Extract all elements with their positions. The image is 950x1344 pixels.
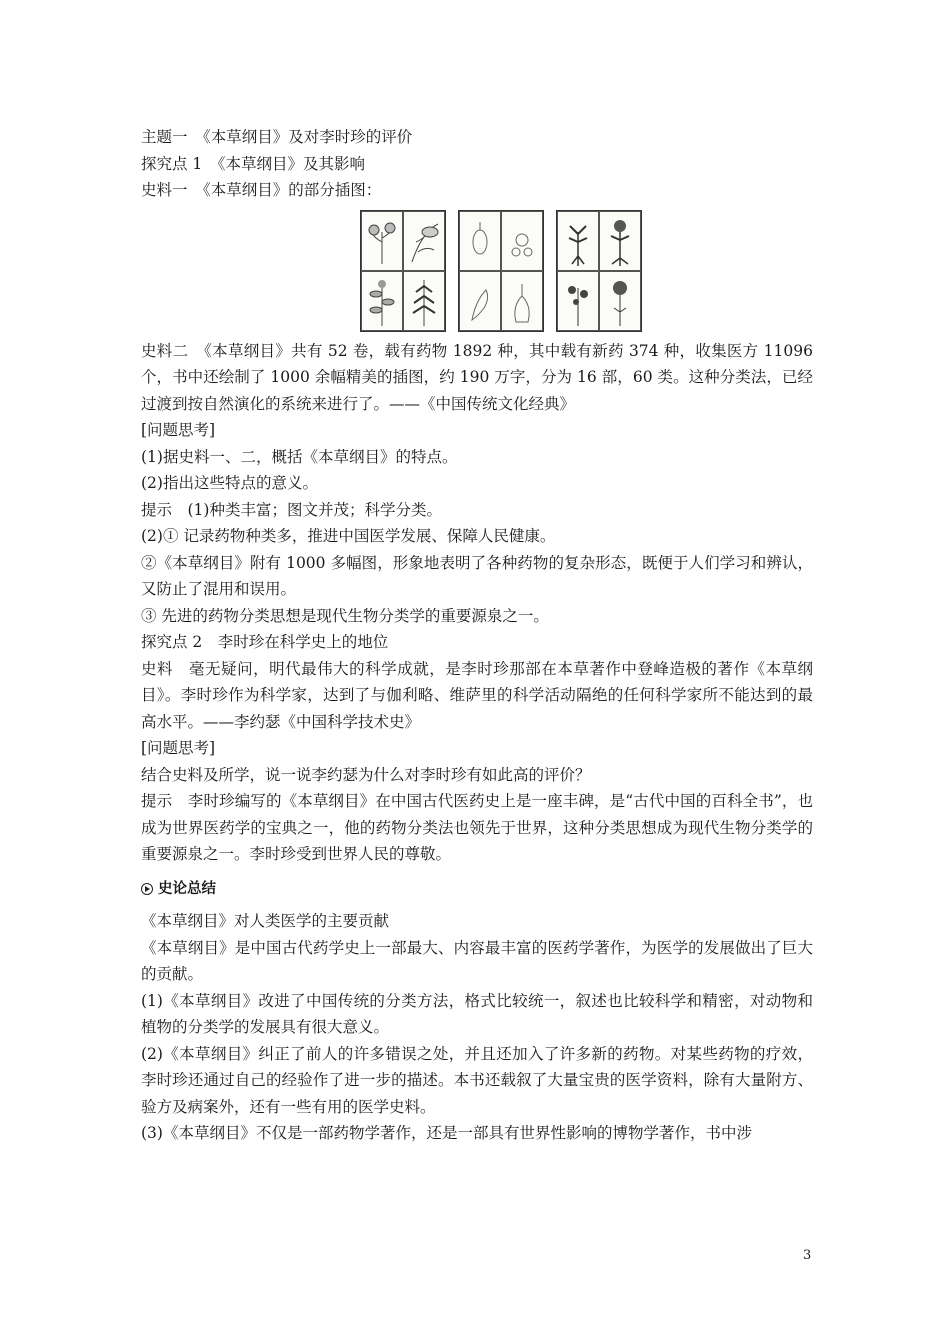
plant-illustration [599,211,641,271]
plant-illustration [459,271,501,331]
question-label-2: [问题思考] [141,739,216,757]
illustration-plate-3 [556,210,642,332]
summary-title: 《本草纲目》对人类医学的主要贡献 [141,912,390,930]
plant-illustration [557,211,599,271]
hint-3: 提示 李时珍编写的《本草纲目》在中国古代医药史上是一座丰碑，是“古代中国的百科全书”，也成为世界医药学的宝典之一，他的药物分类法也领先于世界，这种分类思想成为现代生物分类学的重要源泉之一。李时珍受到世界人民的尊敬。 [141,792,813,863]
topic-heading: 主题一 《本草纲目》及对李时珍的评价 [141,128,413,146]
illustration-plate-1 [360,210,446,332]
summary-intro: 《本草纲目》是中国古代药学史上一部最大、内容最丰富的医药学著作，为医学的发展做出了巨大的贡献。 [141,938,813,983]
plant-illustration [403,211,445,271]
play-circle-icon [141,883,153,895]
summary-point-1: (1)《本草纲目》改进了中国传统的分类方法，格式比较统一，叙述也比较科学和精密，对动物和植物的分类学的发展具有很大意义。 [141,991,813,1036]
hint-2-point-3: ③ 先进的药物分类思想是现代生物分类学的重要源泉之一。 [141,606,549,625]
plant-illustration [459,211,501,271]
summary-section-heading [141,876,813,903]
page-number: 3 [803,1248,812,1263]
plant-illustration [501,211,543,271]
summary-section-title: 史论总结 [158,880,216,897]
illustration-plate-2 [458,210,544,332]
plant-illustration [361,271,403,331]
summary-point-3: (3)《本草纲目》不仅是一部药物学著作，还是一部具有世界性影响的博物学著作，书中涉 [141,1124,752,1142]
hint-2-point-1: (2)① 记录药物种类多，推进中国医学发展、保障人民健康。 [141,527,556,545]
plant-illustration [599,271,641,331]
source-paragraph: 史料 毫无疑问，明代最伟大的科学成就，是李时珍那部在本草著作中登峰造极的著作《本草纲目》。李时珍作为科学家，达到了与伽利略、维萨里的科学活动隔绝的任何科学家所不能达到的最高水平。——李约瑟《中国科学技术史》 [141,659,813,731]
page-content [141,124,813,1147]
plant-illustration [403,271,445,331]
plant-illustration [557,271,599,331]
source-one-label: 史料一 《本草纲目》的部分插图： [141,181,382,199]
hint-2-point-2: ②《本草纲目》附有 1000 多幅图，形象地表明了各种药物的复杂形态，既便于人们学习和辨认，又防止了混用和误用。 [141,553,813,598]
summary-point-2: (2)《本草纲目》纠正了前人的许多错误之处，并且还加入了许多新的药物。对某些药物的疗效，李时珍还通过自己的经验作了进一步的描述。本书还载叙了大量宝贵的医学资料，除有大量附方、验方及病案外，还有一些有用的医学史料。 [141,1044,813,1116]
question-1: (1)据史料一、二，概括《本草纲目》的特点。 [141,447,458,466]
source-two-paragraph: 史料二 《本草纲目》共有 52 卷，载有药物 1892 种，其中载有新药 374 种，收集医方 11096 个，书中还绘制了 1000 余幅精美的插图，约 190 万字，分为 16 部，60 类。这种分类法，已经过渡到按自然演化的系统来进行了。——《中国传统文化经典》 [141,341,813,413]
question-3: 结合史料及所学，说一说李约瑟为什么对李时珍有如此高的评价？ [141,765,591,784]
plant-illustration [501,271,543,331]
hint-1: 提示 (1)种类丰富；图文并茂；科学分类。 [141,500,442,519]
question-label: [问题思考] [141,421,216,439]
bencao-illustrations [189,210,813,332]
subtopic-heading-1: 探究点 1 《本草纲目》及其影响 [141,154,366,173]
subtopic-heading-2: 探究点 2 李时珍在科学史上的地位 [141,633,389,651]
question-2: (2)指出这些特点的意义。 [141,474,318,492]
plant-illustration [361,211,403,271]
